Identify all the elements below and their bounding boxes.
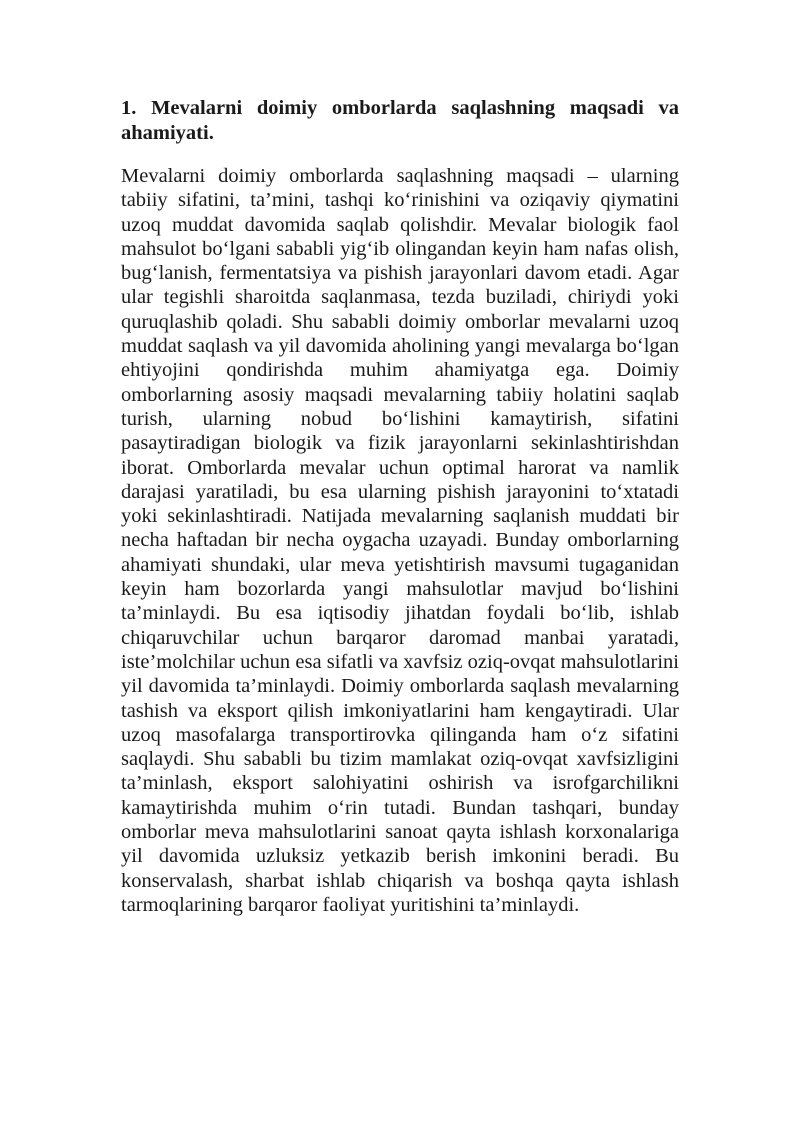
body-paragraph: Mevalarni doimiy omborlarda saqlashning maqsadi – ularning tabiiy sifatini, ta’mini, tashqi ko‘rinishini va oziqaviy qiymatini uzoq muddat davomida saqlab qolishdir. Mevalar biologik faol mahsulot bo‘lgani sababli yig‘ib olingandan keyin ham nafas olish, bug‘lanish, fermentatsiya va pishish jarayonlari davom etadi. Agar ular tegishli sharoitda saqlanmasa, tezda buziladi, chiriydi yoki quruqlashib qoladi. Shu sababli doimiy omborlar mevalarni uzoq muddat saqlash va yil davomida aholining yangi mevalarga bo‘lgan ehtiyojini qondirishda muhim ahamiyatga ega. Doimiy omborlarning asosiy maqsadi mevalarning tabiiy holatini saqlab turish, ularning nobud bo‘lishini kamaytirish, sifatini pasaytiradigan biologik va fizik jarayonlarni sekinlashtirishdan iborat. Omborlarda mevalar uchun optimal harorat va namlik darajasi yaratiladi, bu esa ularning pishish jarayonini to‘xtatadi yoki sekinlashtiradi. Natijada mevalarning saqlanish muddati bir necha haftadan bir necha oygacha uzayadi. Bunday omborlarning ahamiyati shundaki, ular meva yetishtirish mavsumi tugaganidan keyin ham bozorlarda yangi mahsulotlar mavjud bo‘lishini ta’minlaydi. Bu esa iqtisodiy jihatdan foydali bo‘lib, ishlab chiqaruvchilar uchun barqaror daromad manbai yaratadi, iste’molchilar uchun esa sifatli va xavfsiz oziq-ovqat mahsulotlarini yil davomida ta’minlaydi. Doimiy omborlarda saqlash mevalarning tashish va eksport qilish imkoniyatlarini ham kengaytiradi. Ular uzoq masofalarga transportirovka qilinganda ham o‘z sifatini saqlaydi. Shu sababli bu tizim mamlakat oziq-ovqat xavfsizligini ta’minlash, eksport salohiyatini oshirish va isrofgarchilikni kamaytirishda muhim o‘rin tutadi. Bundan tashqari, bunday omborlar meva mahsulotlarini sanoat qayta ishlash korxonalariga yil davomida uzluksiz yetkazib berish imkonini beradi. Bu konservalash, sharbat ishlab chiqarish va boshqa qayta ishlash tarmoqlarining barqaror faoliyat yuritishini ta’minlaydi. — [121, 165, 679, 916]
section-heading: 1. Mevalarni doimiy omborlarda saqlashning maqsadi va ahamiyati. — [121, 97, 679, 144]
document-content — [121, 96, 679, 917]
